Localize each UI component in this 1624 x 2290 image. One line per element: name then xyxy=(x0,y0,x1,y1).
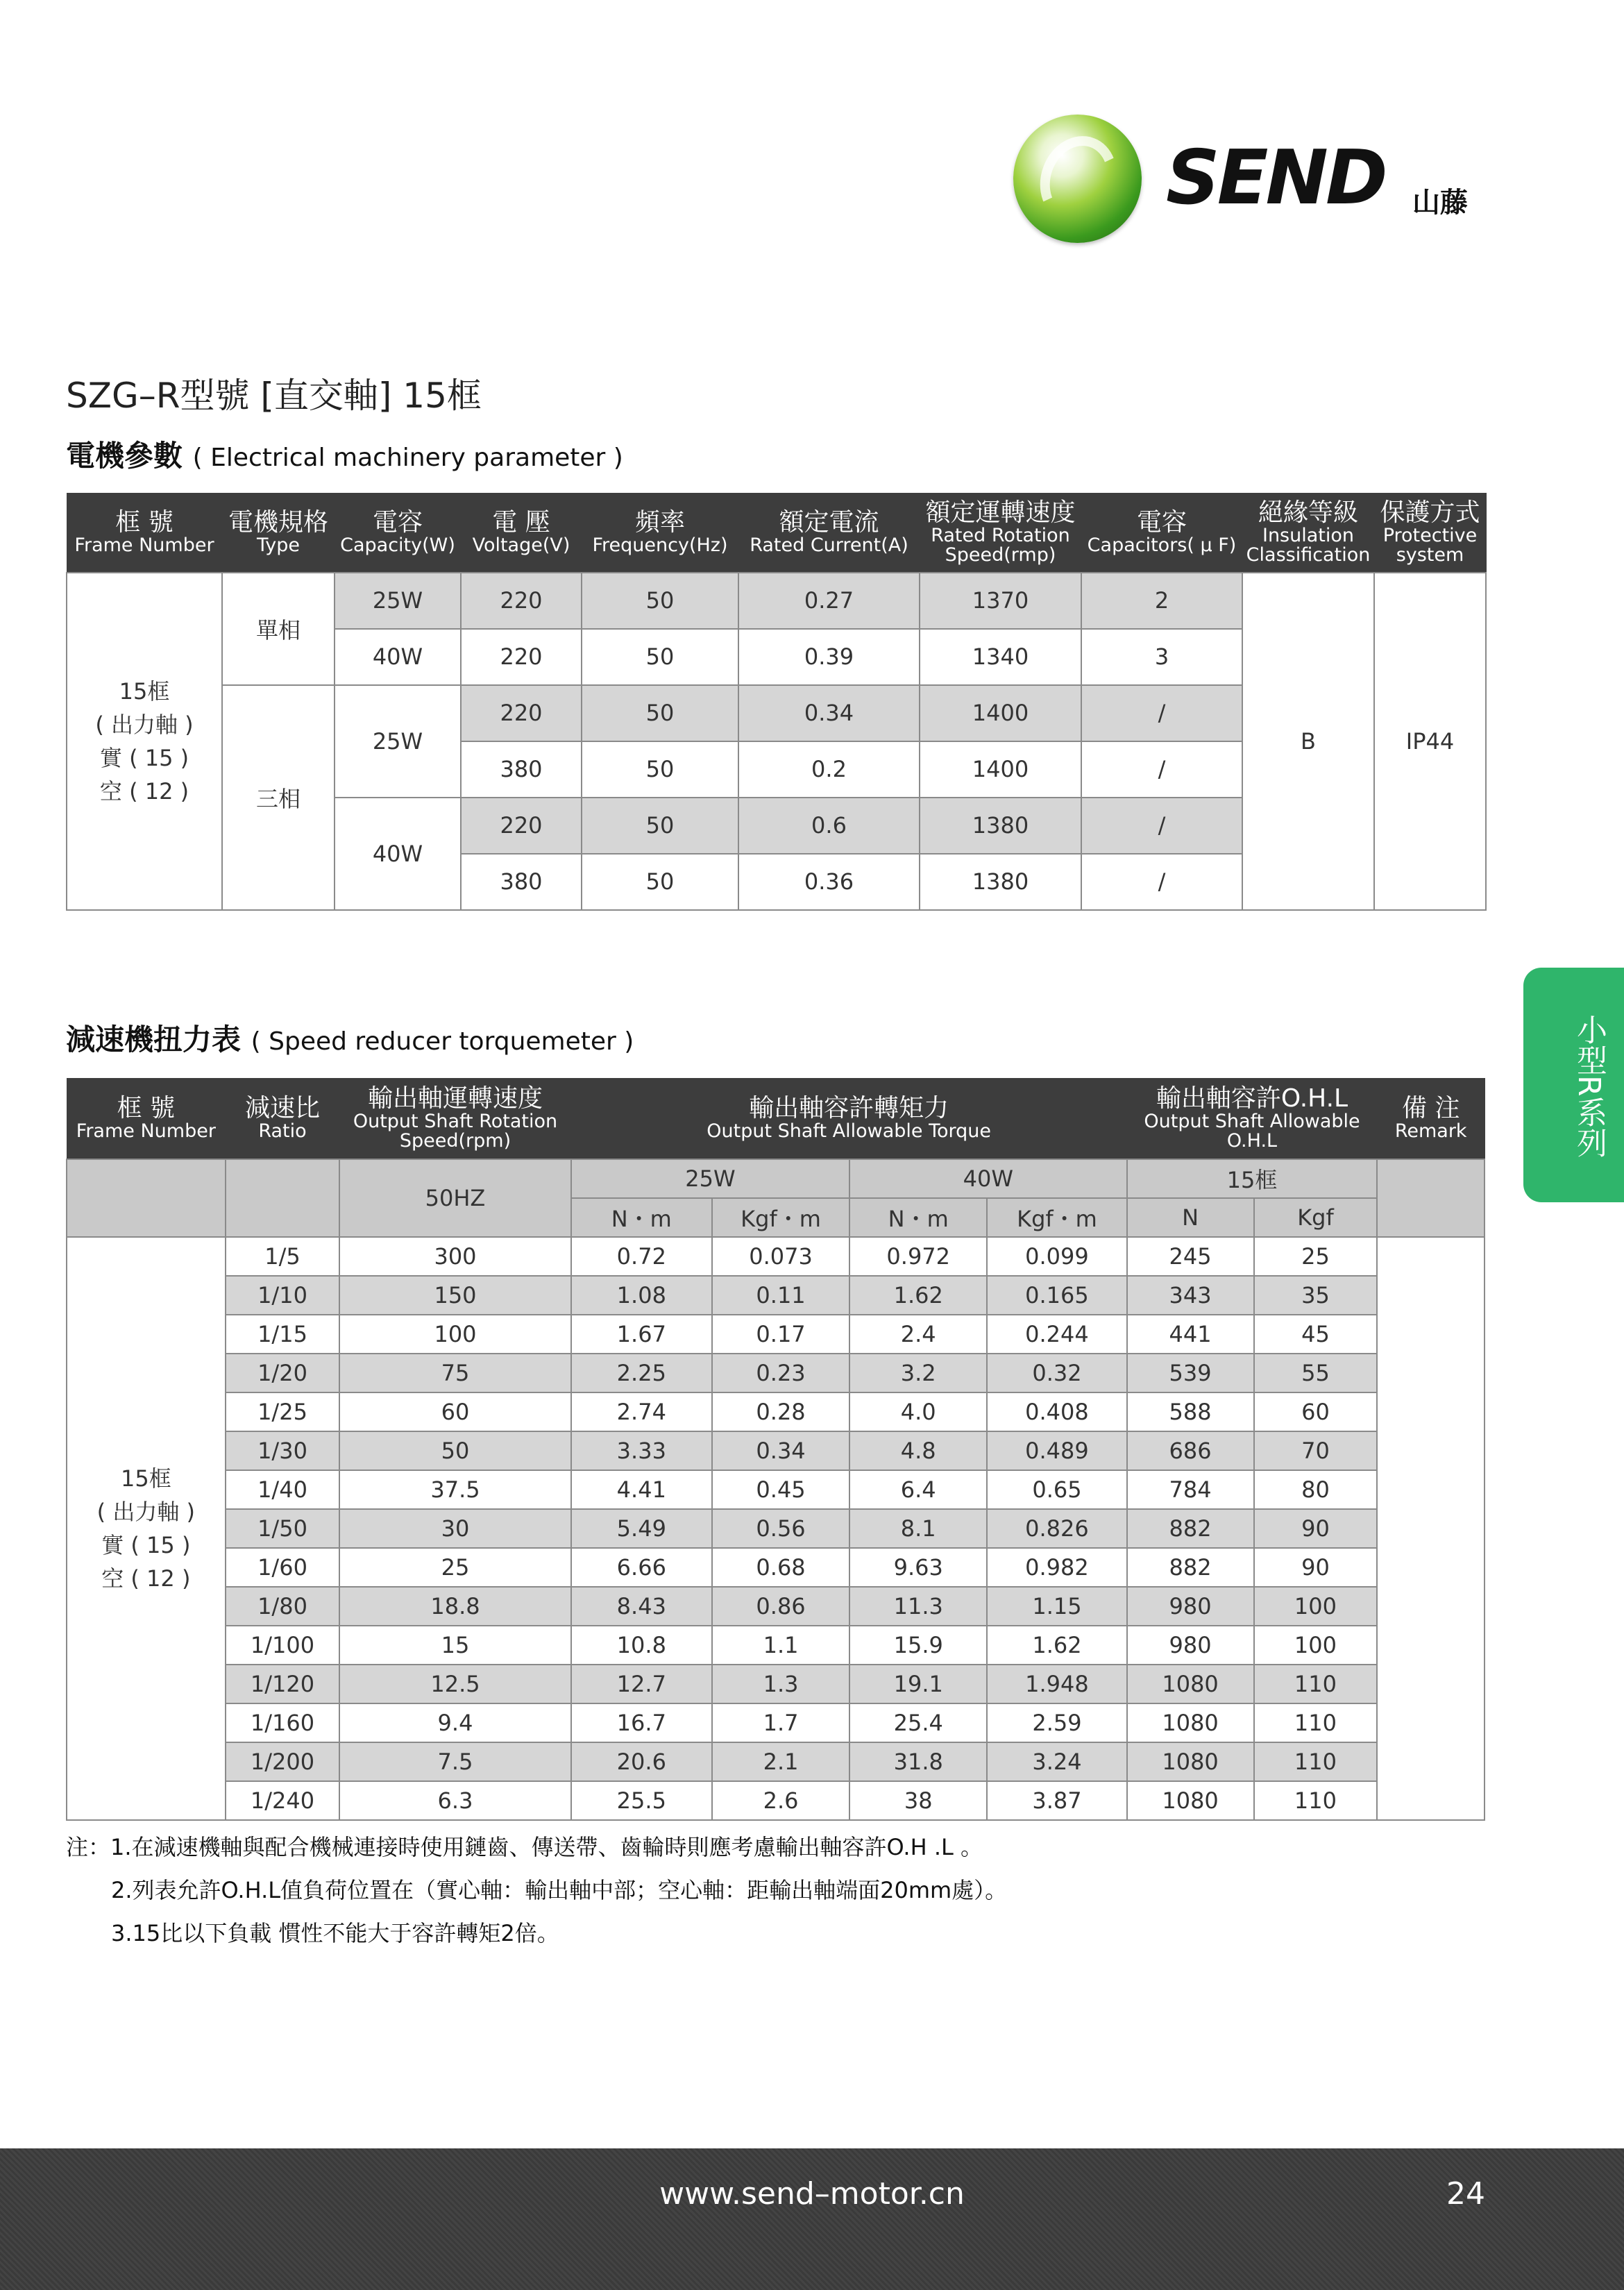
ohl-kgf-cell: 110 xyxy=(1254,1742,1378,1781)
kgfm-25w-cell: 2.1 xyxy=(712,1742,849,1781)
nm-40w-cell: 4.0 xyxy=(849,1392,987,1431)
speed-cell: 1380 xyxy=(920,854,1081,910)
nm-40w-cell: 4.8 xyxy=(849,1431,987,1470)
ohl-n-cell: 784 xyxy=(1127,1470,1254,1509)
header-type: 電機規格 Type xyxy=(222,494,335,573)
current-cell: 0.27 xyxy=(738,573,920,629)
footer xyxy=(0,2148,1624,2290)
capacitor-cell: / xyxy=(1081,798,1242,854)
speed-cell: 25 xyxy=(339,1548,570,1587)
kgfm-40w-cell: 0.099 xyxy=(987,1237,1126,1276)
kgfm-40w-cell: 3.24 xyxy=(987,1742,1126,1781)
protection-cell: IP44 xyxy=(1374,573,1486,910)
brand-name: SEND xyxy=(1166,135,1385,221)
header-frame-number: 框 號 Frame Number xyxy=(67,1079,226,1159)
capacitor-cell: / xyxy=(1081,685,1242,741)
nm-40w-cell: 2.4 xyxy=(849,1315,987,1354)
table-row xyxy=(67,1470,1485,1509)
speed-cell: 150 xyxy=(339,1276,570,1315)
kgfm-40w-cell: 0.489 xyxy=(987,1431,1126,1470)
header-remark: 備 注 Remark xyxy=(1377,1079,1485,1159)
speed-cell: 1370 xyxy=(920,573,1081,629)
nm-25w-cell: 4.41 xyxy=(571,1470,712,1509)
nm-25w-cell: 25.5 xyxy=(571,1781,712,1820)
speed-cell: 18.8 xyxy=(339,1587,570,1626)
freq-cell: 50 xyxy=(582,798,738,854)
freq-cell: 50 xyxy=(582,629,738,685)
kgfm-25w-cell: 0.45 xyxy=(712,1470,849,1509)
freq-cell: 50 xyxy=(582,741,738,798)
volt-cell: 220 xyxy=(461,629,582,685)
speed-cell: 37.5 xyxy=(339,1470,570,1509)
ratio-cell: 1/30 xyxy=(226,1431,340,1470)
table-row xyxy=(67,1665,1485,1703)
notes xyxy=(66,1826,1007,1955)
subheader-frame-blank xyxy=(67,1159,226,1237)
section2-title xyxy=(66,1017,634,1059)
current-cell: 0.36 xyxy=(738,854,920,910)
ohl-kgf-cell: 25 xyxy=(1254,1237,1378,1276)
unit-nm-25w: N・m xyxy=(571,1198,712,1237)
ohl-kgf-cell: 100 xyxy=(1254,1587,1378,1626)
ratio-cell: 1/80 xyxy=(226,1587,340,1626)
ohl-n-cell: 980 xyxy=(1127,1626,1254,1665)
table-row xyxy=(67,1237,1485,1276)
speed-cell: 60 xyxy=(339,1392,570,1431)
table-row xyxy=(67,1548,1485,1587)
subheader-ratio-blank xyxy=(226,1159,340,1237)
ratio-cell: 1/10 xyxy=(226,1276,340,1315)
speed-cell: 15 xyxy=(339,1626,570,1665)
kgfm-25w-cell: 0.86 xyxy=(712,1587,849,1626)
speed-cell: 9.4 xyxy=(339,1703,570,1742)
ratio-cell: 1/50 xyxy=(226,1509,340,1548)
kgfm-25w-cell: 0.073 xyxy=(712,1237,849,1276)
volt-cell: 220 xyxy=(461,573,582,629)
speed-cell: 1340 xyxy=(920,629,1081,685)
speed-cell: 1400 xyxy=(920,685,1081,741)
section2-title-en: ( Speed reducer torquemeter ) xyxy=(251,1027,634,1056)
nm-40w-cell: 38 xyxy=(849,1781,987,1820)
table-row xyxy=(67,573,1486,629)
unit-kgf: Kgf xyxy=(1254,1198,1378,1237)
nm-25w-cell: 10.8 xyxy=(571,1626,712,1665)
nm-25w-cell: 2.25 xyxy=(571,1354,712,1392)
nm-40w-cell: 8.1 xyxy=(849,1509,987,1548)
table-row xyxy=(67,1431,1485,1470)
table-row xyxy=(67,1703,1485,1742)
header-rated-current: 額定電流 Rated Current(A) xyxy=(738,494,920,573)
ohl-kgf-cell: 60 xyxy=(1254,1392,1378,1431)
speed-cell: 100 xyxy=(339,1315,570,1354)
ohl-kgf-cell: 35 xyxy=(1254,1276,1378,1315)
table-row xyxy=(67,1354,1485,1392)
nm-40w-cell: 31.8 xyxy=(849,1742,987,1781)
model-title: SZG–R型號 [直交軸] 15框 xyxy=(66,376,482,416)
speed-cell: 50 xyxy=(339,1431,570,1470)
nm-25w-cell: 6.66 xyxy=(571,1548,712,1587)
ohl-kgf-cell: 70 xyxy=(1254,1431,1378,1470)
note-3: 3.15比以下負載 慣性不能大于容許轉矩2倍。 xyxy=(111,1920,559,1946)
frame-cell: 15框 ( 出力軸 ) 實 ( 15 ) 空 ( 12 ) xyxy=(67,1237,226,1820)
speed-cell: 7.5 xyxy=(339,1742,570,1781)
kgfm-25w-cell: 0.28 xyxy=(712,1392,849,1431)
table-row xyxy=(67,1509,1485,1548)
ratio-cell: 1/25 xyxy=(226,1392,340,1431)
frame-cell: 15框 ( 出力軸 ) 實 ( 15 ) 空 ( 12 ) xyxy=(67,573,222,910)
current-cell: 0.34 xyxy=(738,685,920,741)
header-ratio: 減速比 Ratio xyxy=(226,1079,340,1159)
ohl-kgf-cell: 110 xyxy=(1254,1665,1378,1703)
current-cell: 0.39 xyxy=(738,629,920,685)
nm-25w-cell: 1.67 xyxy=(571,1315,712,1354)
kgfm-40w-cell: 0.244 xyxy=(987,1315,1126,1354)
header-insulation: 絕緣等級 Insulation Classification xyxy=(1242,494,1374,573)
ratio-cell: 1/160 xyxy=(226,1703,340,1742)
volt-cell: 220 xyxy=(461,798,582,854)
note-1: 注：1.在減速機軸與配合機械連接時使用鏈齒、傳送帶、齒輪時則應考慮輸出軸容許O.H .L 。 xyxy=(66,1834,983,1860)
table-row xyxy=(67,1392,1485,1431)
cap-cell: 40W xyxy=(335,798,461,910)
speed-cell: 75 xyxy=(339,1354,570,1392)
header-allowable-torque: 輸出軸容許轉矩力 Output Shaft Allowable Torque xyxy=(571,1079,1127,1159)
brand-name-cn: 山藤 xyxy=(1412,187,1468,219)
nm-25w-cell: 0.72 xyxy=(571,1237,712,1276)
page-number: 24 xyxy=(1446,2176,1485,2212)
insulation-cell: B xyxy=(1242,573,1374,910)
ohl-kgf-cell: 90 xyxy=(1254,1548,1378,1587)
ratio-cell: 1/40 xyxy=(226,1470,340,1509)
kgfm-25w-cell: 1.7 xyxy=(712,1703,849,1742)
ratio-cell: 1/5 xyxy=(226,1237,340,1276)
nm-40w-cell: 25.4 xyxy=(849,1703,987,1742)
series-side-tab[interactable] xyxy=(1523,968,1624,1202)
ratio-cell: 1/100 xyxy=(226,1626,340,1665)
table-row xyxy=(67,1626,1485,1665)
header-rated-speed: 額定運轉速度 Rated Rotation Speed(rmp) xyxy=(920,494,1081,573)
speed-cell: 6.3 xyxy=(339,1781,570,1820)
ohl-n-cell: 686 xyxy=(1127,1431,1254,1470)
table-row xyxy=(67,1315,1485,1354)
kgfm-25w-cell: 0.56 xyxy=(712,1509,849,1548)
ohl-kgf-cell: 100 xyxy=(1254,1626,1378,1665)
speed-cell: 300 xyxy=(339,1237,570,1276)
kgfm-40w-cell: 0.65 xyxy=(987,1470,1126,1509)
freq-cell: 50 xyxy=(582,685,738,741)
table-row xyxy=(67,1742,1485,1781)
nm-40w-cell: 15.9 xyxy=(849,1626,987,1665)
kgfm-40w-cell: 3.87 xyxy=(987,1781,1126,1820)
kgfm-25w-cell: 1.1 xyxy=(712,1626,849,1665)
nm-25w-cell: 5.49 xyxy=(571,1509,712,1548)
nm-40w-cell: 3.2 xyxy=(849,1354,987,1392)
current-cell: 0.6 xyxy=(738,798,920,854)
nm-25w-cell: 16.7 xyxy=(571,1703,712,1742)
kgfm-25w-cell: 2.6 xyxy=(712,1781,849,1820)
three-phase-cell: 三相 xyxy=(222,685,335,910)
nm-25w-cell: 20.6 xyxy=(571,1742,712,1781)
cap-cell: 40W xyxy=(335,629,461,685)
kgfm-25w-cell: 0.34 xyxy=(712,1431,849,1470)
subheader-frame15: 15框 xyxy=(1127,1159,1378,1198)
header-ohl: 輸出軸容許O.H.L Output Shaft Allowable O.H.L xyxy=(1127,1079,1378,1159)
ohl-n-cell: 1080 xyxy=(1127,1665,1254,1703)
current-cell: 0.2 xyxy=(738,741,920,798)
table-row xyxy=(67,1276,1485,1315)
kgfm-40w-cell: 0.165 xyxy=(987,1276,1126,1315)
freq-cell: 50 xyxy=(582,854,738,910)
nm-40w-cell: 9.63 xyxy=(849,1548,987,1587)
speed-cell: 30 xyxy=(339,1509,570,1548)
ratio-cell: 1/60 xyxy=(226,1548,340,1587)
unit-n: N xyxy=(1127,1198,1254,1237)
header-capacitors: 電容 Capacitors( μ F) xyxy=(1081,494,1242,573)
table-header-row xyxy=(67,494,1486,573)
ohl-n-cell: 1080 xyxy=(1127,1781,1254,1820)
nm-25w-cell: 2.74 xyxy=(571,1392,712,1431)
ohl-n-cell: 539 xyxy=(1127,1354,1254,1392)
remark-cell xyxy=(1377,1237,1485,1820)
speed-cell: 12.5 xyxy=(339,1665,570,1703)
electrical-parameter-table xyxy=(66,493,1487,911)
nm-25w-cell: 1.08 xyxy=(571,1276,712,1315)
subheader-25w: 25W xyxy=(571,1159,849,1198)
volt-cell: 380 xyxy=(461,741,582,798)
nm-25w-cell: 8.43 xyxy=(571,1587,712,1626)
kgfm-40w-cell: 1.15 xyxy=(987,1587,1126,1626)
unit-nm-40w: N・m xyxy=(849,1198,987,1237)
nm-25w-cell: 12.7 xyxy=(571,1665,712,1703)
subheader-40w: 40W xyxy=(849,1159,1126,1198)
header-frequency: 頻率 Frequency(Hz) xyxy=(582,494,738,573)
header-capacity: 電容 Capacity(W) xyxy=(335,494,461,573)
kgfm-40w-cell: 0.408 xyxy=(987,1392,1126,1431)
table-header-row xyxy=(67,1079,1485,1159)
torque-table xyxy=(66,1078,1485,1821)
kgfm-25w-cell: 0.17 xyxy=(712,1315,849,1354)
ohl-kgf-cell: 80 xyxy=(1254,1470,1378,1509)
series-side-tab-label: 小型R系列 xyxy=(1571,1013,1607,1158)
section1-title xyxy=(66,433,623,475)
sub-header-row xyxy=(67,1159,1485,1198)
capacitor-cell: / xyxy=(1081,854,1242,910)
section2-title-cn: 減速機扭力表 xyxy=(66,1022,242,1056)
footer-url[interactable]: www.send–motor.cn xyxy=(659,2176,965,2212)
nm-25w-cell: 3.33 xyxy=(571,1431,712,1470)
ohl-kgf-cell: 110 xyxy=(1254,1703,1378,1742)
kgfm-40w-cell: 1.62 xyxy=(987,1626,1126,1665)
freq-cell: 50 xyxy=(582,573,738,629)
nm-40w-cell: 6.4 xyxy=(849,1470,987,1509)
cap-cell: 25W xyxy=(335,685,461,798)
brand-logo xyxy=(1013,115,1499,253)
ohl-n-cell: 588 xyxy=(1127,1392,1254,1431)
header-voltage: 電 壓 Voltage(V) xyxy=(461,494,582,573)
ohl-kgf-cell: 55 xyxy=(1254,1354,1378,1392)
kgfm-25w-cell: 0.11 xyxy=(712,1276,849,1315)
nm-40w-cell: 11.3 xyxy=(849,1587,987,1626)
ratio-cell: 1/240 xyxy=(226,1781,340,1820)
unit-kgfm-40w: Kgf・m xyxy=(987,1198,1126,1237)
capacitor-cell: 3 xyxy=(1081,629,1242,685)
kgfm-40w-cell: 2.59 xyxy=(987,1703,1126,1742)
ratio-cell: 1/200 xyxy=(226,1742,340,1781)
section1-title-cn: 電機參數 xyxy=(66,439,183,473)
ohl-kgf-cell: 45 xyxy=(1254,1315,1378,1354)
table-row xyxy=(67,1587,1485,1626)
ohl-n-cell: 441 xyxy=(1127,1315,1254,1354)
ohl-kgf-cell: 90 xyxy=(1254,1509,1378,1548)
speed-cell: 1400 xyxy=(920,741,1081,798)
kgfm-40w-cell: 0.982 xyxy=(987,1548,1126,1587)
kgfm-40w-cell: 1.948 xyxy=(987,1665,1126,1703)
header-protection: 保護方式 Protective system xyxy=(1374,494,1486,573)
subheader-remark-blank xyxy=(1377,1159,1485,1237)
nm-40w-cell: 0.972 xyxy=(849,1237,987,1276)
ratio-cell: 1/15 xyxy=(226,1315,340,1354)
ohl-n-cell: 343 xyxy=(1127,1276,1254,1315)
ohl-n-cell: 882 xyxy=(1127,1509,1254,1548)
unit-kgfm-25w: Kgf・m xyxy=(712,1198,849,1237)
kgfm-40w-cell: 0.32 xyxy=(987,1354,1126,1392)
cap-cell: 25W xyxy=(335,573,461,629)
ohl-n-cell: 1080 xyxy=(1127,1703,1254,1742)
ohl-n-cell: 980 xyxy=(1127,1587,1254,1626)
nm-40w-cell: 1.62 xyxy=(849,1276,987,1315)
speed-cell: 1380 xyxy=(920,798,1081,854)
header-output-speed: 輸出軸運轉速度 Output Shaft Rotation Speed(rpm) xyxy=(339,1079,570,1159)
note-2: 2.列表允許O.H.L值負荷位置在（實心軸：輸出軸中部；空心軸：距輸出軸端面20mm處）。 xyxy=(111,1877,1008,1903)
logo-globe-icon xyxy=(1013,115,1142,243)
ratio-cell: 1/120 xyxy=(226,1665,340,1703)
kgfm-40w-cell: 0.826 xyxy=(987,1509,1126,1548)
capacitor-cell: 2 xyxy=(1081,573,1242,629)
kgfm-25w-cell: 1.3 xyxy=(712,1665,849,1703)
capacitor-cell: / xyxy=(1081,741,1242,798)
ohl-n-cell: 245 xyxy=(1127,1237,1254,1276)
single-phase-cell: 單相 xyxy=(222,573,335,685)
volt-cell: 380 xyxy=(461,854,582,910)
subheader-50hz: 50HZ xyxy=(339,1159,570,1237)
header-frame-number: 框 號 Frame Number xyxy=(67,494,222,573)
section1-title-en: ( Electrical machinery parameter ) xyxy=(192,444,623,472)
ratio-cell: 1/20 xyxy=(226,1354,340,1392)
kgfm-25w-cell: 0.23 xyxy=(712,1354,849,1392)
ohl-n-cell: 1080 xyxy=(1127,1742,1254,1781)
nm-40w-cell: 19.1 xyxy=(849,1665,987,1703)
ohl-kgf-cell: 110 xyxy=(1254,1781,1378,1820)
table-row xyxy=(67,1781,1485,1820)
volt-cell: 220 xyxy=(461,685,582,741)
kgfm-25w-cell: 0.68 xyxy=(712,1548,849,1587)
ohl-n-cell: 882 xyxy=(1127,1548,1254,1587)
